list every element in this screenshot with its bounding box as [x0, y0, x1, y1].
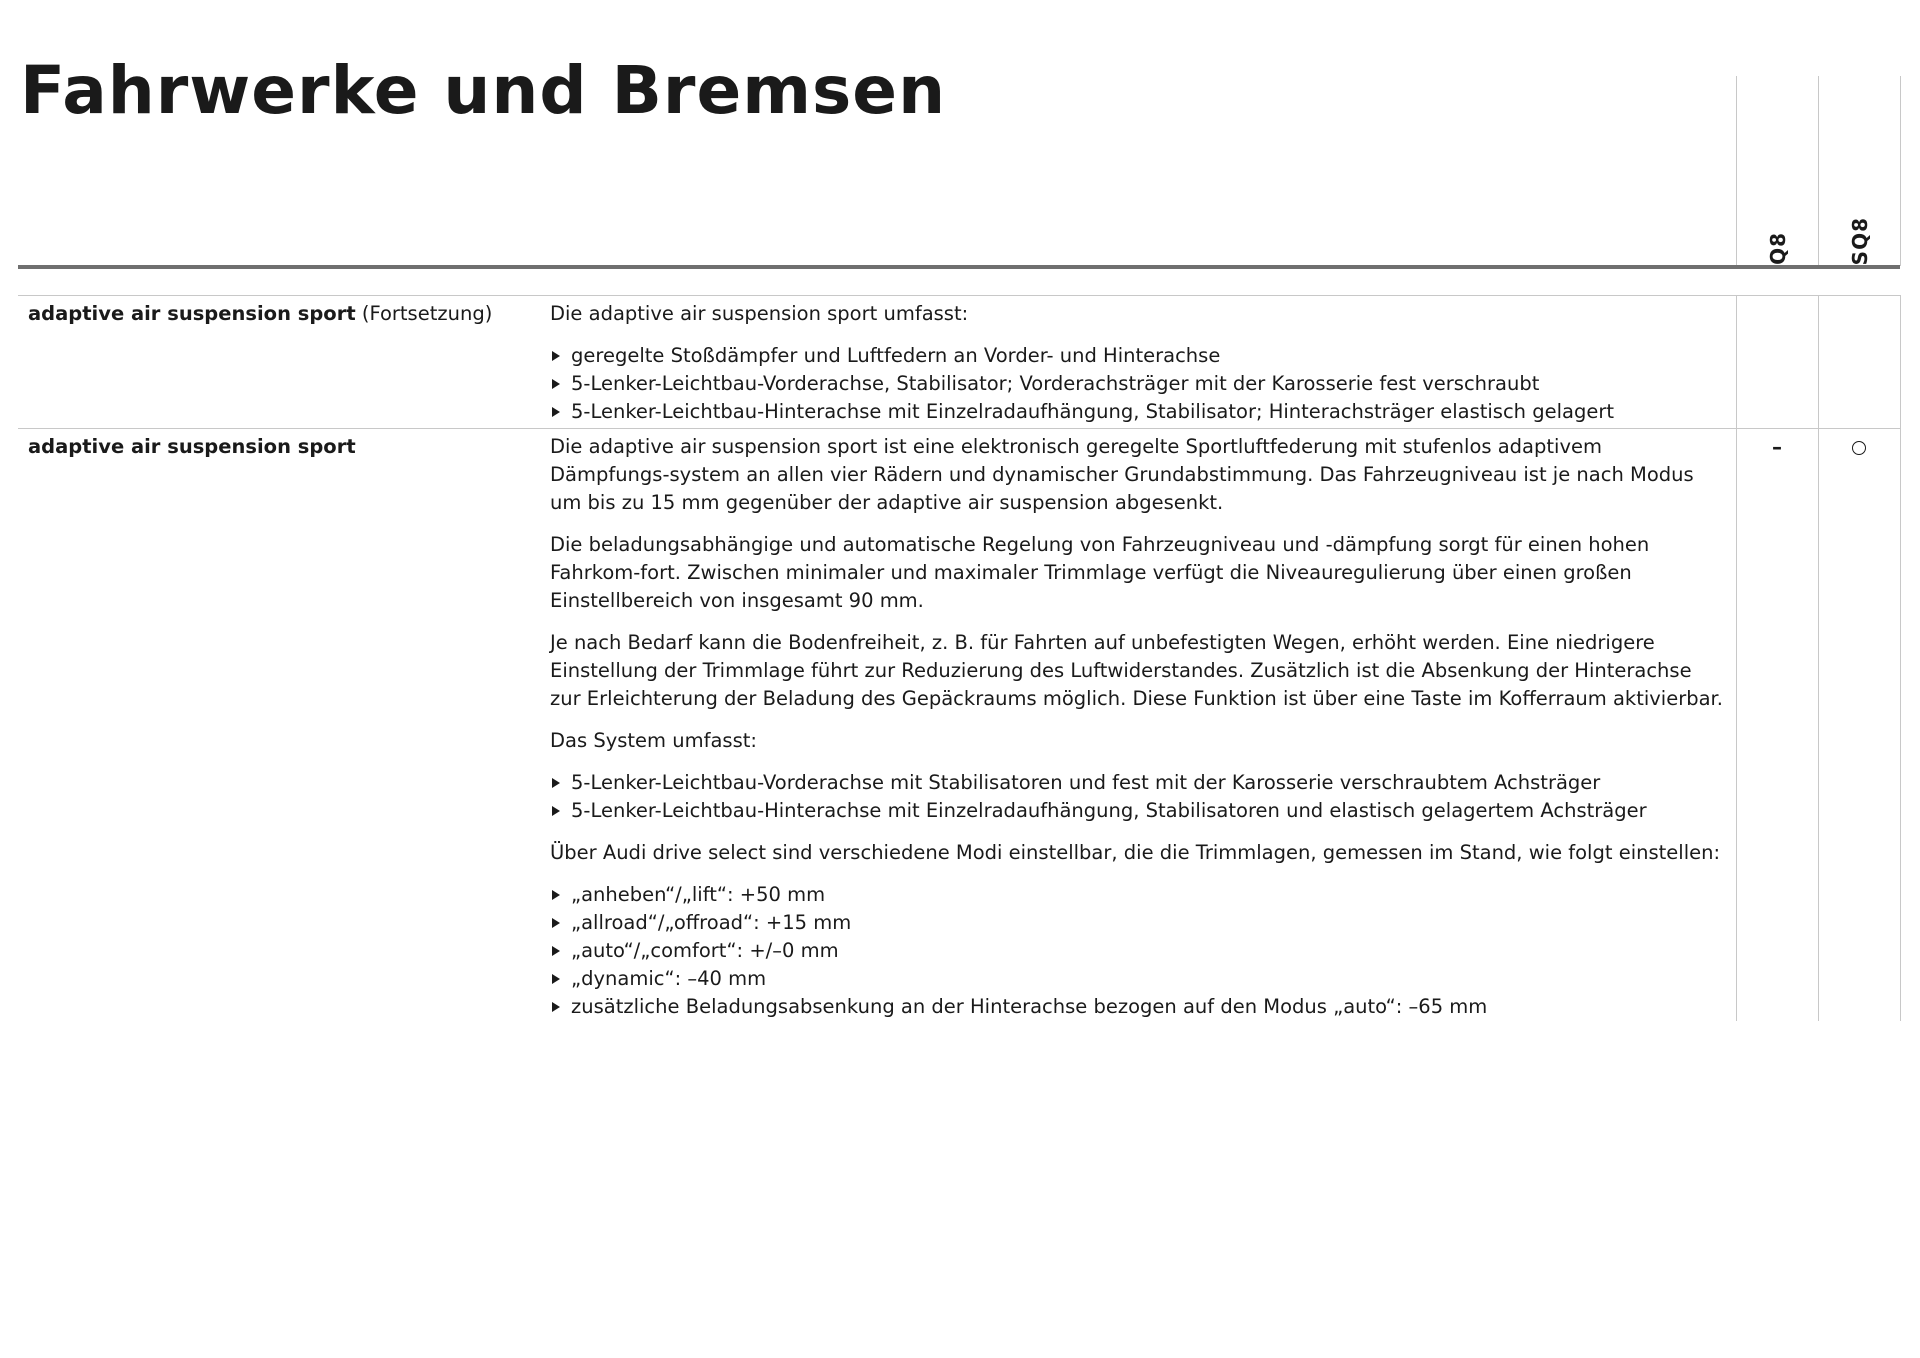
list-item: 5-Lenker-Leichtbau-Vorderachse mit Stabilisatoren und fest mit der Karosserie verschraubtem Achsträger — [550, 769, 1726, 797]
list-item: 5-Lenker-Leichtbau-Hinterachse mit Einzelradaufhängung, Stabilisator; Hinterachsträger elastisch gelagert — [550, 398, 1726, 426]
availability-sq8 — [1818, 429, 1900, 1022]
list-item: „auto“/„comfort“: +/–0 mm — [550, 937, 1726, 965]
availability-q8 — [1736, 429, 1818, 1022]
feature-name: adaptive air suspension sport — [28, 435, 356, 458]
description-paragraph: Die adaptive air suspension sport umfasst: — [550, 302, 969, 325]
description-paragraph: Je nach Bedarf kann die Bodenfreiheit, z. B. für Fahrten auf unbefestigten Wegen, erhöht werden. Eine niedrigere Einstellung der Trimmlage führt zur Reduzierung des Luftwiderstandes. Zusätzlich ist die Absenkung der Hinterachse zur Erleichterung der Beladung des Gepäckraums möglich. Diese Funktion ist über eine Taste im Kofferraum aktivierbar. — [550, 631, 1723, 710]
table-row — [18, 429, 1900, 1022]
feature-name: adaptive air suspension sport — [28, 302, 356, 325]
availability-sq8 — [1818, 296, 1900, 429]
description-paragraph: Über Audi drive select sind verschiedene Modi einstellbar, die die Trimmlagen, gemessen im Stand, wie folgt einstellen: — [550, 841, 1721, 864]
feature-name-cell — [18, 429, 540, 1022]
description-paragraph: Die adaptive air suspension sport ist eine elektronisch geregelte Sportluftfederung mit stufenlos adaptivem Dämpfungs-system an allen vier Rädern und dynamischer Grundabstimmung. Das Fahrzeugniveau ist je nach Modus um bis zu 15 mm gegenüber der adaptive air suspension abgesenkt. — [550, 435, 1694, 514]
header-rule — [18, 265, 1900, 269]
bullet-list — [550, 769, 1726, 825]
mode-list — [550, 881, 1726, 1021]
list-item: zusätzliche Beladungsabsenkung an der Hinterachse bezogen auf den Modus „auto“: –65 mm — [550, 993, 1726, 1021]
optional-circle-icon — [1852, 441, 1866, 455]
list-item: „allroad“/„offroad“: +15 mm — [550, 909, 1726, 937]
model-header-q8 — [1737, 175, 1819, 265]
page-title: Fahrwerke und Bremsen — [20, 52, 947, 129]
list-item: „anheben“/„lift“: +50 mm — [550, 881, 1726, 909]
model-label-q8: Q8 — [1766, 232, 1790, 265]
model-header-sq8 — [1819, 175, 1901, 265]
spec-table — [18, 295, 1901, 1021]
model-label-sq8: SQ8 — [1848, 216, 1872, 265]
feature-description — [540, 429, 1736, 1022]
availability-q8 — [1736, 296, 1818, 429]
list-item: geregelte Stoßdämpfer und Luftfedern an Vorder- und Hinterachse — [550, 342, 1726, 370]
not-available-mark: – — [1772, 435, 1782, 459]
bullet-list — [550, 342, 1726, 426]
list-item: „dynamic“: –40 mm — [550, 965, 1726, 993]
description-paragraph: Die beladungsabhängige und automatische Regelung von Fahrzeugniveau und -dämpfung sorgt für einen hohen Fahrkom-fort. Zwischen minimaler und maximaler Trimmlage verfügt die Niveauregulierung über einen großen Einstellbereich von insgesamt 90 mm. — [550, 533, 1650, 612]
description-paragraph: Das System umfasst: — [550, 729, 757, 752]
table-row — [18, 296, 1900, 429]
feature-name-suffix: (Fortsetzung) — [355, 302, 493, 325]
feature-name-cell — [18, 296, 540, 429]
list-item: 5-Lenker-Leichtbau-Vorderachse, Stabilisator; Vorderachsträger mit der Karosserie fest verschraubt — [550, 370, 1726, 398]
list-item: 5-Lenker-Leichtbau-Hinterachse mit Einzelradaufhängung, Stabilisatoren und elastisch gelagertem Achsträger — [550, 797, 1726, 825]
feature-description — [540, 296, 1736, 429]
